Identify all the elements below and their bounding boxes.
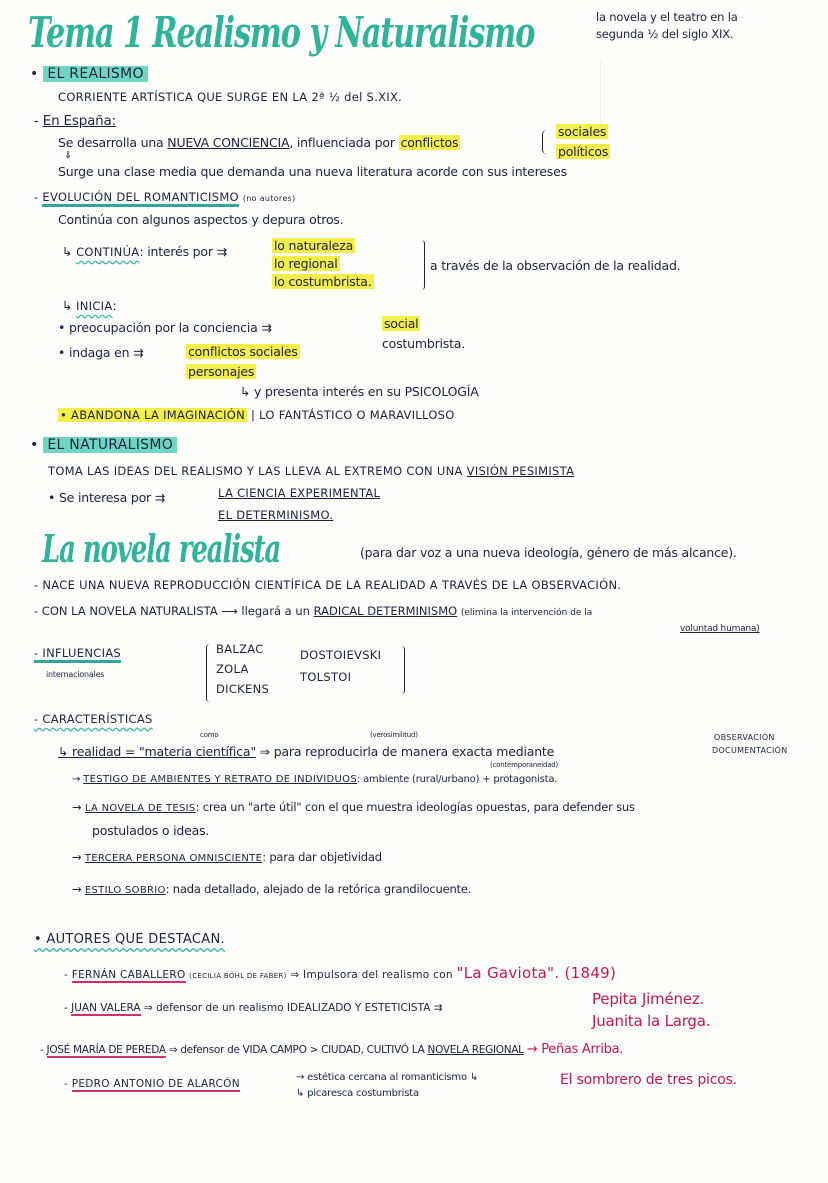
psicologia-text: ↳ y presenta interés en su PSICOLOGÍA [240, 384, 479, 399]
autor-work: El sombrero de tres picos. [560, 1072, 737, 1088]
subtitle-line2: segunda ½ del siglo XIX. [596, 27, 734, 41]
testigo-note: (contemporaneidad) [490, 761, 559, 769]
continua-item: lo naturaleza [274, 238, 354, 253]
brace [206, 644, 213, 702]
realidad-method: OBSERVACIÓN [714, 733, 775, 742]
preocupacion-item: costumbrista. [382, 336, 466, 351]
caracteristicas-label: - CARACTERÍSTICAS [34, 712, 153, 726]
continua-item: lo costumbrista. [274, 274, 372, 289]
subtitle-line1: la novela y el teatro en la [596, 10, 738, 24]
interesa-item: EL DETERMINISMO. [218, 508, 334, 522]
autor-text: ↳ picaresca costumbrista [296, 1088, 419, 1099]
realismo-definition: CORRIENTE ARTÍSTICA QUE SURGE EN LA 2ª ½ del S.XIX. [58, 90, 403, 104]
autor-work: Juanita la Larga. [592, 1012, 711, 1030]
con-text: - CON LA NOVELA NATURALISTA ⟶ llegará a un RADICAL DETERMINISMO (elimina la intervención de la [34, 604, 593, 618]
espana-text: Se desarrolla una NUEVA CONCIENCIA, influenciada por conflictos [58, 135, 459, 150]
autor-row: - JOSÉ MARÍA DE PEREDA ⇒ defensor de VIDA CAMPO > CIUDAD, CULTIVÓ LA NOVELA REGIONAL → Peñas Arriba. [40, 1042, 624, 1057]
autores-heading: • AUTORES QUE DESTACAN. [34, 932, 225, 947]
realidad-note: como [200, 731, 219, 739]
autor-row: - JUAN VALERA ⇒ defensor de un realismo IDEALIZADO Y ESTETICISTA ⇉ [64, 1002, 443, 1014]
influencias-label: - INFLUENCIAS [34, 646, 121, 660]
continua-line: ↳ CONTINÚA: interés por ⇉ [62, 244, 227, 259]
evolucion-text: Continúa con algunos aspectos y depura otros. [58, 212, 344, 227]
realidad-text: ↳ realidad = "materia científica" ⇒ para reproducirla de manera exacta mediante [58, 744, 555, 759]
influencia-author: BALZAC [216, 642, 264, 656]
autor-text: → estética cercana al romanticismo ↳ [296, 1072, 479, 1083]
brace [398, 646, 405, 694]
novela-title: La novela realista [42, 526, 281, 571]
autor-row: - FERNÁN CABALLERO (CECILIA BÖHL DE FABER) ⇒ Impulsora del realismo con "La Gaviota". (1849) [64, 964, 617, 982]
estilo-text: → ESTILO SOBRIO: nada detallado, alejado de la retórica grandilocuente. [72, 882, 472, 896]
continua-result: a través de la observación de la realidad. [430, 258, 681, 273]
indaga-item: personajes [188, 364, 255, 379]
conflict-social: sociales [558, 124, 607, 139]
tercera-text: → TERCERA PERSONA OMNISCIENTE: para dar objetividad [72, 850, 382, 864]
abandona-text: • ABANDONA LA IMAGINACIÓN | LO FANTÁSTICO O MARAVILLOSO [60, 408, 455, 422]
autor-work: Pepita Jiménez. [592, 990, 705, 1008]
surge-text: Surge una clase media que demanda una nueva literatura acorde con sus intereses [58, 164, 567, 179]
indaga-item: conflictos sociales [188, 344, 298, 359]
interesa-item: LA CIENCIA EXPERIMENTAL [218, 486, 381, 500]
realidad-method: DOCUMENTACIÓN [712, 746, 788, 755]
continua-item: lo regional [274, 256, 338, 271]
arrow-down-icon: ⇓ [64, 150, 73, 161]
espana-label: - En España: [34, 113, 116, 129]
inicia-line: ↳ INICIA: [62, 298, 117, 313]
preocupacion-item: social [384, 316, 419, 331]
realismo-heading: • EL REALISMO [30, 66, 148, 82]
naturalismo-text: TOMA LAS IDEAS DEL REALISMO Y LAS LLEVA AL EXTREMO CON UNA VISIÓN PESIMISTA [48, 464, 575, 478]
nace-text: - NACE UNA NUEVA REPRODUCCIÓN CIENTÍFICA DE LA REALIDAD A TRAVÉS DE LA OBSERVACIÓN. [34, 578, 622, 592]
indaga-text: • indaga en ⇉ [58, 345, 144, 360]
naturalismo-heading: • EL NATURALISMO [30, 437, 177, 453]
preocupacion-text: • preocupación por la conciencia ⇉ [58, 320, 272, 335]
conflict-political: políticos [558, 144, 609, 159]
influencia-author: TOLSTOI [300, 670, 352, 684]
con-note: voluntad humana) [680, 624, 760, 634]
testigo-text: → TESTIGO DE AMBIENTES Y RETRATO DE INDIVIDUOS: ambiente (rural/urbano) + protagonista. [72, 774, 558, 785]
tesis-cont: postulados o ideas. [92, 823, 210, 838]
brace [542, 130, 551, 154]
influencia-author: DICKENS [216, 682, 270, 696]
novela-title-note: (para dar voz a una nueva ideología, género de más alcance). [360, 545, 737, 560]
influencia-author: ZOLA [216, 662, 249, 676]
tesis-text: → LA NOVELA DE TESIS: crea un "arte útil" con el que muestra ideologías opuestas, para defender sus [72, 800, 635, 814]
page-title: Tema 1 Realismo y Naturalismo [28, 8, 535, 57]
evolucion-label: - EVOLUCIÓN DEL ROMANTICISMO (no autores) [34, 190, 295, 204]
realidad-note: (verosimilitud) [370, 731, 418, 739]
interesa-text: • Se interesa por ⇉ [48, 490, 166, 505]
brace [418, 240, 425, 290]
bleed-through [600, 60, 801, 140]
autor-row: - PEDRO ANTONIO DE ALARCÓN [64, 1078, 240, 1090]
influencia-author: DOSTOIEVSKI [300, 648, 382, 662]
influencias-note: internacionales [46, 670, 105, 679]
